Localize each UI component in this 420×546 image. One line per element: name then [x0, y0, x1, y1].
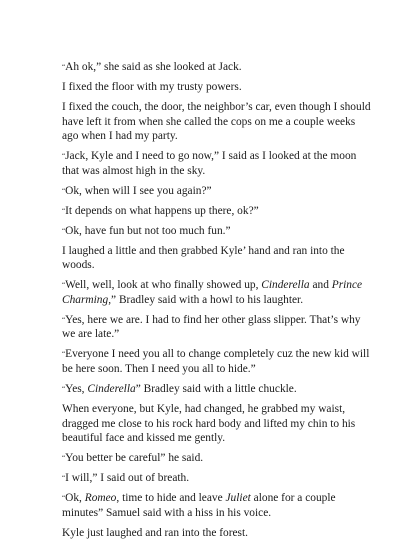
- opening-quote: “: [62, 350, 66, 359]
- paragraph: [62, 204, 372, 219]
- text-run: Yes,: [65, 382, 88, 395]
- italic-text: Cinderella: [87, 382, 136, 395]
- text-run: Well, well, look at who finally showed up,: [65, 279, 262, 292]
- opening-quote: “: [62, 474, 66, 483]
- opening-quote: “: [62, 63, 66, 71]
- opening-quote: “: [62, 226, 66, 235]
- text-run: Ok, have fun but not too much fun.”: [65, 224, 231, 237]
- paragraph: [62, 100, 372, 144]
- text-run: Kyle just laughed and ran into the forest.: [62, 526, 248, 539]
- paragraph: [62, 451, 372, 466]
- paragraph: [62, 60, 372, 75]
- paragraph: [62, 224, 372, 239]
- paragraph: [62, 313, 372, 342]
- text-run: You better be careful” he said.: [65, 452, 204, 465]
- opening-quote: “: [62, 384, 66, 393]
- text-run: Yes, here we are. I had to find her other glass slipper. That’s why we are late.”: [62, 313, 361, 341]
- paragraph: [62, 526, 372, 541]
- text-run: Jack, Kyle and I need to go now,” I said as I looked at the moon that was almost high in the sky.: [62, 150, 357, 177]
- paragraph: [62, 491, 372, 520]
- text-run: I will,” I said out of breath.: [65, 472, 190, 485]
- text-run: ” Bradley said with a little chuckle.: [135, 382, 297, 395]
- text-run: I fixed the couch, the door, the neighbor’s car, even though I should have left it from when she called the cops on me a couple weeks ago when I had my party.: [62, 100, 371, 143]
- document-page: [62, 60, 372, 546]
- paragraph: [62, 278, 372, 307]
- paragraph: [62, 402, 372, 446]
- paragraph: [62, 184, 372, 199]
- paragraph: [62, 244, 372, 273]
- italic-text: Cinderella: [261, 279, 310, 292]
- opening-quote: “: [62, 206, 66, 215]
- opening-quote: “: [62, 281, 66, 290]
- text-run: When everyone, but Kyle, had changed, he grabbed my waist, dragged me close to his rock hard body and lifted my chin to his beautiful face and kissed me gently.: [62, 402, 356, 445]
- italic-text: Romeo: [84, 492, 117, 505]
- paragraph: [62, 471, 372, 486]
- text-run: Everyone I need you all to change completely cuz the new kid will be here soon. Then I need you all to hide.”: [62, 348, 370, 375]
- text-run: I laughed a little and then grabbed Kyle’ hand and ran into the woods.: [62, 244, 345, 272]
- text-run: I fixed the floor with my trusty powers.: [62, 80, 242, 93]
- text-run: ,” Bradley said with a howl to his laughter.: [108, 293, 304, 306]
- italic-text: Juliet: [225, 492, 251, 505]
- text-run: Ok,: [65, 492, 85, 505]
- body-text: [62, 60, 372, 540]
- paragraph: [62, 347, 372, 376]
- text-run: Ah ok,” she said as she looked at Jack.: [65, 61, 242, 73]
- paragraph: [62, 80, 372, 95]
- italic-text: Prince Charming: [62, 279, 363, 306]
- opening-quote: “: [62, 315, 66, 324]
- paragraph: [62, 382, 372, 397]
- text-run: and: [309, 279, 332, 292]
- opening-quote: “: [62, 186, 66, 195]
- opening-quote: “: [62, 152, 66, 161]
- text-run: alone for a couple minutes” Samuel said with a hiss in his voice.: [62, 492, 336, 519]
- opening-quote: “: [62, 454, 66, 463]
- text-run: Ok, when will I see you again?”: [65, 184, 212, 197]
- opening-quote: “: [62, 494, 66, 503]
- text-run: , time to hide and leave: [116, 492, 226, 505]
- paragraph: [62, 149, 372, 178]
- text-run: It depends on what happens up there, ok?”: [65, 204, 259, 217]
